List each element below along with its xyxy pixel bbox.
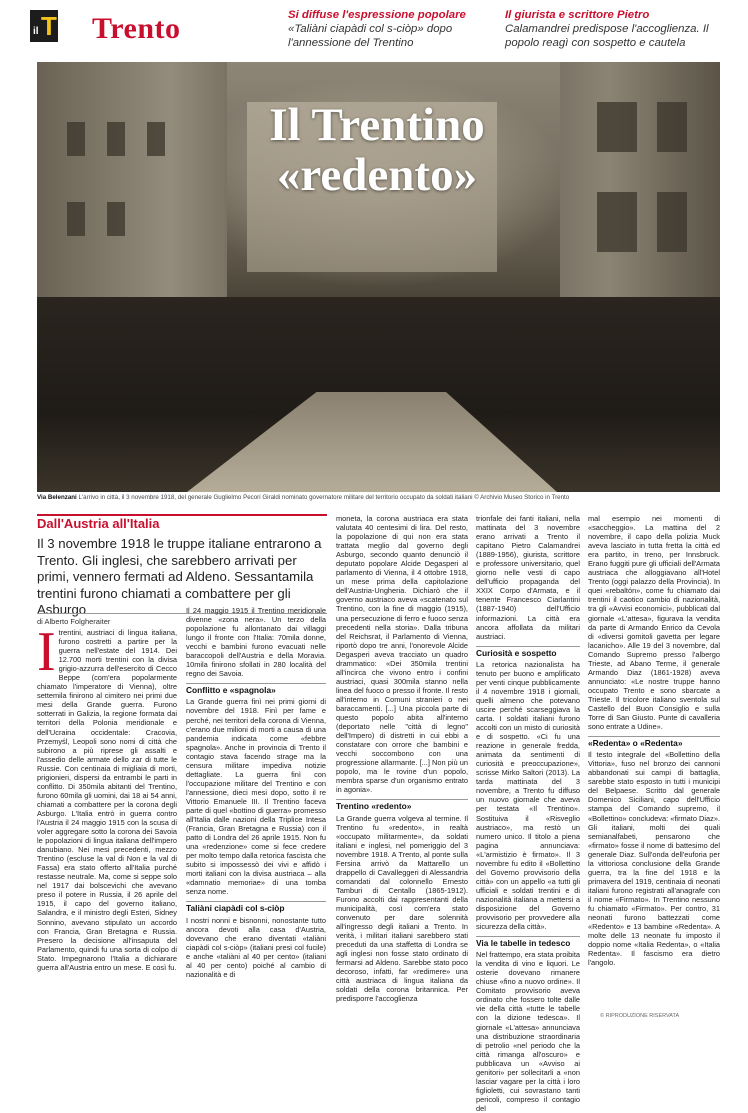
window (657, 192, 687, 252)
column-4 (476, 514, 580, 1113)
column-2-para-2: La Grande guerra finì nei primi giorni di novembre del 1918. Finì per fame e perché, nei territori della corona di Vienna, c'erano due milioni di morti a causa di una pandemia indicata come «febbre spagnola». Anche in provincia di Trento il contagio stava facendo strage ma la censura militare impediva notizie dettagliate. La guerra finì con l'occupazione militare del Trentino e con l'annessione, dieci mesi dopo, sotto il re Vittorio Emanuele III. Il Trentino faceva parte di quel «bottino di guerra» promesso all'Italia dalle nazioni della Triplice Intesa (Francia, Gran Bretagna e Russia) con il patto di Londra del 26 aprile 1915. Non fu una «redenzione» come si fece credere per molto tempo dalla retorica fascista che subito si impossessò dei vivi e affidò i morti italiani con la divisa austriaca – alla «damnatio memoriae» di una tomba senza nome. (186, 697, 326, 897)
lead-paragraph: Il 3 novembre 1918 le truppe italiane entrarono a Trento. Gli inglesi, che sarebbero arrivati per primi, vennero fermati ad Aldeno. Sessantamila trentini furono chiamati a combattere per gli Asburgo (37, 536, 322, 618)
teaser-2-text: Calamandrei predispose l'accoglienza. Il popolo reagì con sospetto e cautela (505, 23, 709, 49)
window (597, 192, 637, 252)
subhead-conflitto: Conflitto e «spagnola» (186, 683, 326, 695)
headline (197, 100, 557, 200)
teaser-1-text: «Taliàni ciapàdi col s-ciòp» dopo l'annessione del Trentino (288, 23, 453, 49)
window (147, 122, 165, 156)
newspaper-logo (30, 10, 58, 42)
column-3 (336, 514, 468, 1012)
window (107, 122, 125, 156)
historic-photo (37, 62, 720, 492)
teaser-2-title: Il giurista e scrittore Pietro (505, 9, 650, 21)
window (597, 102, 637, 152)
kicker: Dall'Austria all'Italia (37, 516, 160, 531)
window (67, 122, 85, 156)
column-1-text: trentini, austriaci di lingua italiana, furono costretti a partire per la guerra nell'estate del 1914. Dei 12.700 morti trentini con la divisa grigio-azzurra dell'esercito di Cecco Beppe (com'era popolarmente chiamato l'imperatore di Vienna), oltre settemila finirono al cimitero nei primi due mesi della Grande guerra. Furono sotterrati in Galizia, la regione formata dai territori della Polonia meridionale e dell'Ucraina occidentale: Cracovia, Przemyśl, Leopoli sono nomi di città che subirono a più riprese gli assalti e l'assedio delle armate dello zar di tutte le Russie. Con centinaia di migliaia di morti, prigionieri, dispersi da entrambi le parti in conflitto. Di 350mila abitanti del Trentino, furono 60mila gli uomini, dai 18 ai 54 anni, chiamati a combattere per la corona degli Asburgo. L'Italia entrò in guerra contro l'Austria il 24 maggio 1915 con la scusa di voler aggregare sotto la corona dei Savoia le popolazioni di lingua italiana dell'impero danubiano. Nei mesi precedenti, mezzo Trentino (escluse la val di Non e la val di Fassa) era stato offerto all'Italia purché restasse neutrale. Ma, come si seppe solo nel 1917 dai bolscevichi che avevano preso il potere in Russia, il 26 aprile del 1915, il capo del governo italiano, Salandra, e il ministro degli Esteri, Sidney Sonnino, avevano stipulato un accordo con Francia, Gran Bretagna e Russia. Presero la decisione all'insaputa del Parlamento, quindi fu una sorta di colpo di Stato. Impegnarono l'Italia a dichiarare guerra all'Austria entro un mese. E così fu. (37, 628, 177, 972)
copyright-note: © RIPRODUZIONE RISERVATA (600, 1013, 680, 1019)
subhead-tabelle: Via le tabelle in tedesco (476, 936, 580, 948)
caption-credit: Via Belenzani (37, 494, 77, 501)
headline-line-2: «redento» (276, 149, 478, 201)
teaser-2[interactable] (505, 8, 720, 50)
column-5-para-2: Il testo integrale del «Bollettino della Vittoria», fuso nel bronzo dei cannoni abbandonati sui campi di battaglia, sarebbe stato esposto in tutti i municipi del Belpaese. Scritto dal generale Domenico Siciliani, capo dell'Ufficio stampa del Comando supremo, il «Bollettino» concludeva: «firmato Diaz». Gli italiani, molti dei quali semianalfabeti, pensarono che «firmato» fosse il nome di battesimo del generale Diaz. Sull'onda dell'euforia per la vittoriosa conclusione della Grande guerra, tra la fine del 1918 e la primavera del 1919, centinaia di neonati italiani furono registrati all'anagrafe con il nome «Firmato». In Trentino nessuno fu chiamato «Firmato». Per contro, 31 neonati furono battezzati come «Redento» e 13 bambine «Redenta». A molte delle 13 neonate fu imposto il doppio nome «Italia Redenta», o «Italia Redenta». Il fascismo era dietro l'angolo. (588, 750, 720, 968)
column-2-para-3: I nostri nonni e bisnonni, nonostante tutto ancora devoti alla casa d'Austria, dovevano che erano diventati «taliàni ciapàdi col s-ciòp» (italiani presi col fucile) e anche «taliàni al 40 per cento» (italiani al 40 per cento) poiché al cambio di nazionalità e di (186, 915, 326, 979)
subhead-curiosita: Curiosità e sospetto (476, 646, 580, 658)
subhead-trentino-redento: Trentino «redento» (336, 799, 468, 811)
section-title: Trento (92, 12, 181, 45)
column-3-para-1: moneta, la corona austriaca era stata valutata 40 centesimi di lira. Del resto, la popolazione di qui non era stata trattata meglio dal governo degli Asburgo, secondo quanto denunciò il deputato popolare Alcide Degasperi al parlamento di Vienna, il 4 ottobre 1918, un mese prima della capitolazione dell'Austria-Ungheria. Dichiarò che il governo austriaco aveva «scatenato sul Trentino, con la fine di maggio (1915), una persecuzione di ferro e fuoco senza precedenti nella storia». Dalla tribuna del Reichsrat, il Parlamento di Vienna, riportò dopo tre anni, l'onorevole Alcide Degasperi aveva tracciato un quadro drammatico: «Dei 350mila trentini all'incirca che vivono entro i confini austriaci, quasi 300mila stanno nella linea del fuoco o presso il fronte. Il resto all'interno in Comuni stranieri o nei baraccamenti. [...] Una piccola parte di questo popolo abita all'interno (deportato nelle "città di legno" dell'Impero) di distretti in cui ebbi a constatare con orrore che bambini e vecchi soccombono con una progressione allarmante. [...] Non più un popolo, ma le rovine d'un popolo, membra sparse d'un organismo entrato in agonia». (336, 514, 468, 795)
column-2 (186, 606, 326, 1012)
column-5 (588, 514, 720, 1010)
column-5-para-1: mal esempio nei momenti di «saccheggio». La mattina del 2 novembre, il capo della polizia Muck aveva lasciato in tutta fretta la città ed era partito, in treno, per Innsbruck. Erano fuggiti pure gli ufficiali dell'Armata austriaca che alloggiavano all'Hotel Trento (oggi palazzo della Provincia). In quei «rebaltón», come fu chiamato dai trentini il caotico cambio di nazionalità, tra gli «Avvisi economici», pubblicati dal giornale «L'attesa», figurava la vendita da parte di Armando Enrico da Cevola di «diversi gomitoli gavetta per legare lacanicho». Alle 19 del 3 novembre, dal Comando Supremo presso l'albergo Trieste, ad Abano Terme, il generale Armando Diaz (1861-1928) aveva annunciato: «Le nostre truppe hanno occupato Trento e sono sbarcate a Trieste. Il tricolore italiano sventola sul Castello del Buon Consiglio e sulla Torre di San Giusto. Punte di cavalleria sono entrate a Udine». (588, 514, 720, 732)
window (657, 102, 687, 152)
photo-caption (37, 494, 720, 501)
column-4-para-2: La retorica nazionalista ha tenuto per buono e amplificato per venti cinque pubblicamente il 4 novembre 1918 i giornali, quelli almeno che potevano uscire perché scarseggiava la carta. I soldati italiani furono accolti con un misto di curiosità e di sospetto. «Ci fu una reazione in generale fredda, animata da sentimenti di curiosità e preoccupazione», scrisse Mirko Saltori (2013). La tarda mattinata del 3 novembre, a Trento fu diffuso un nuovo giornale che aveva per testata «Il Trentino». Sostituiva il «Risveglio austriaco», ma restò un numero unico. Il titolo a piena pagina annunciava: «L'armistizio è firmato». Il 3 novembre fu edito il «Bollettino del Governo provvisorio della città» con un appello «a tutti gli ufficiali e soldati trentini e di nazionalità italiana a mettersi a disposizione del Governo provvisorio per provvedere alla sicurezza della città». (476, 659, 580, 932)
building-right (560, 62, 720, 322)
column-4-para-3: Nel frattempo, era stata proibita la vendita di vino e liquori. Le osterie dovevano rimanere chiuse «fino a nuovo ordine». Il Comitato provvisorio aveva ordinato che fossero tolte dalle vie della città «tutte le tabelle con la dizione tedesca». Il giornale «L'attesa» annunciava una distribuzione straordinaria di petrolio «nel periodo che la città rimanga all'oscuro» e pubblicava un «Avviso ai genitori» per sollecitarli a «non lasciar vagare per la città i loro figlioletti, cui sovrastano tanti pericoli, compreso il contagio del (476, 950, 580, 1113)
teaser-1[interactable] (288, 8, 503, 50)
drop-cap: I (37, 621, 56, 683)
logo-il: il (33, 26, 39, 37)
subhead-redenta: «Redenta» o «Redenta» (588, 736, 720, 748)
column-2-para-1: Il 24 maggio 1915 il Trentino meridionale divenne «zona nera». Un terzo della popolazione fu allontanato dai villaggi lungo il fronte con l'Italia: 70mila donne, vecchi e bambini furono evacuati nelle baraccopoli dell'Austria e della Moravia. 10mila finirono sfollati in 280 località del regno dei Savoia. (186, 606, 326, 679)
headline-line-1: Il Trentino (269, 99, 485, 151)
window (67, 202, 85, 236)
window (107, 202, 125, 236)
caption-text: L'arrivo in città, il 3 novembre 1918, del generale Guglielmo Pecori Giraldi nominato governatore militare del territorio occupato da soldati italiani (78, 494, 473, 501)
subhead-taliani: Taliàni ciapàdi col s-ciòp (186, 901, 326, 913)
byline: di Alberto Folgheraiter (37, 613, 327, 626)
logo-t: T (41, 11, 57, 41)
caption-source: © Archivio Museo Storico in Trento (474, 494, 570, 501)
column-3-para-2: La Grande guerra volgeva al termine. Il Trentino fu «redento», in realtà «occupato militarmente», da soldati italiani e inglesi, nel pomeriggio del 3 novembre 1918. A Trento, al ponte sulla Fersina arrivò da Mattarello un drappello di Cavalleggeri di Alessandria comandati dal colonnello Ernesto Tamburi di Centallo (1865-1912). Furono accolti dai rappresentanti della municipalità, così com'era stato convenuto per dare solennità all'ingresso degli italiani a Trento. In verità, i militari italiani sarebbero stati preceduti da una staffetta di Londra se agli inglesi non fosse stato ordinato di fermarsi ad Aldeno. Sarebbe stato poco decoroso, infatti, far «redimere» una città austriaca di lingua italiana da soldati della corona britannica. Per predisporre l'accoglienza (336, 813, 468, 1004)
teaser-1-title: Si diffuse l'espressione popolare (288, 9, 466, 21)
column-4-para-1: trionfale dei fanti italiani, nella mattinata del 3 novembre erano arrivati a Trento il capitano Pietro Calamandrei (1889-1956), giurista, scrittore e professore universitario, quel giorno nelle vesti di capo dell'ufficio propaganda del XXIX Corpo d'Armata, e il tenente Francesco Ciarlantini (1887-1940) dell'Ufficio informazioni. La città era ancora affollata da militari austriaci. (476, 514, 580, 641)
